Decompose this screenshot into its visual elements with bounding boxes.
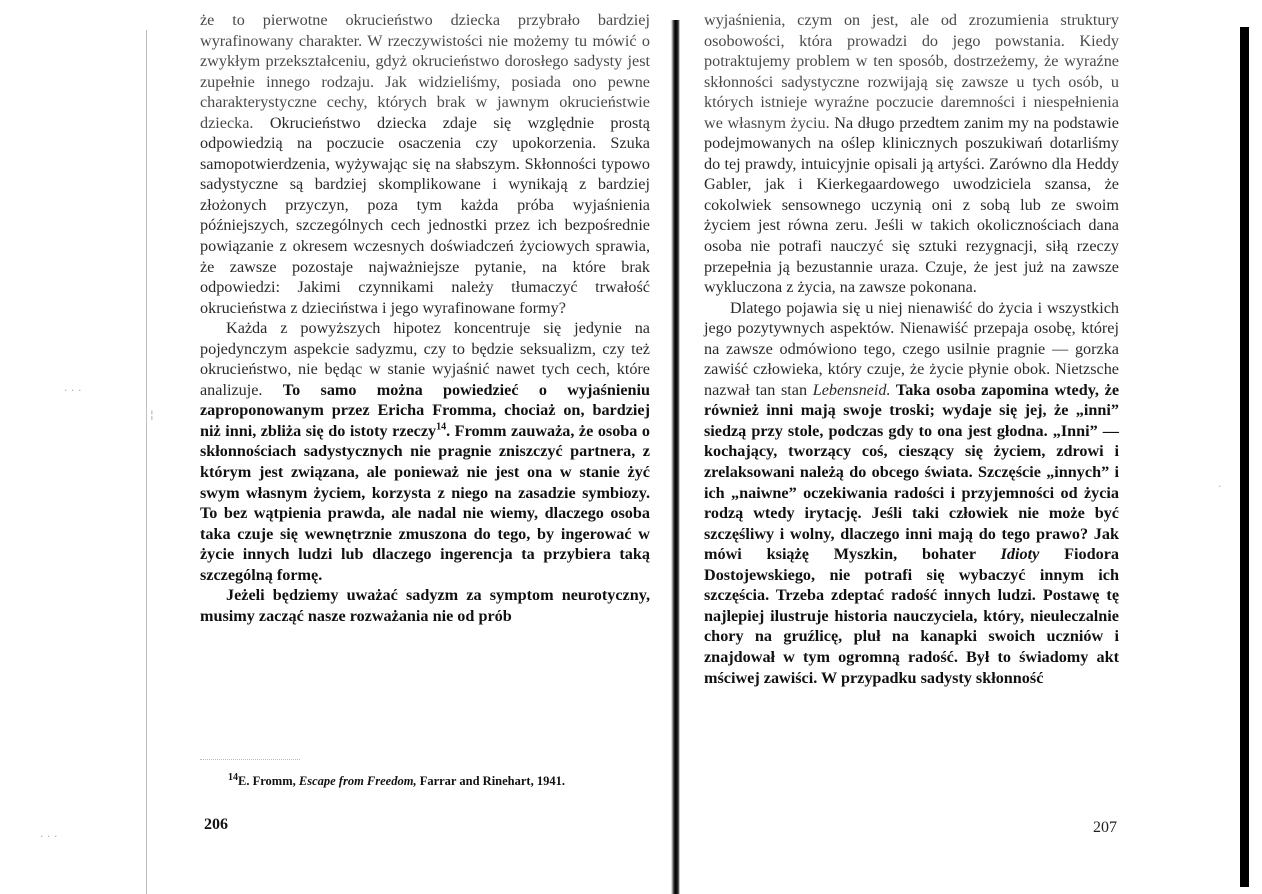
page-number-right: 207 bbox=[1093, 819, 1117, 836]
paragraph bbox=[704, 10, 1119, 298]
paragraph-text: Fiodora Dostojewskiego, nie potrafi się wybaczyć innym ich szczęścia. Trzeba zdeptać radość innych ludzi. Postawę tę najlepiej ilustruje historia nauczyciela, który, nieuleczalnie chory na gruźlicę, pluł na kanapki swoich uczniów i znajdował w tym ogromną radość. Był to świadomy akt mściwej zawiści. W przypadku sadysty skłonność bbox=[704, 545, 1119, 687]
scan-speck: ¦ bbox=[150, 408, 154, 421]
paragraph bbox=[704, 298, 1119, 688]
paragraph-text: Jak mówi książę Myszkin, bohater bbox=[704, 524, 1119, 564]
page-number-left: 206 bbox=[204, 816, 228, 833]
paragraph-text: Lebensneid. bbox=[812, 380, 891, 399]
paragraph-text: Na długo przedtem zanim my na podstawie podejmowanych na oślep klinicznych poszukiwań dotarliśmy do tej prawdy, intuicyjnie opisali ją artyści. Zarówno dla Heddy Gabler, jak i Kierkegaardowego uwodziciela szansa, że cokolwiek sensownego uczynią oni z sobą lub ze swoim życiem jest równa zeru. Jeśli w takich okolicznościach dana osoba nie potrafi nauczyć się sztuki rezygnacji, siłą rzeczy przepełnia ją bezustannie uraza. Czuje, że jest już na zawsze wykluczona z życia, na zawsze pokonana. bbox=[704, 113, 1119, 297]
scan-speck: · · · bbox=[64, 384, 82, 397]
right-page-edge bbox=[1240, 27, 1249, 887]
scan-speck: · · · bbox=[40, 830, 58, 843]
paragraph bbox=[200, 10, 650, 318]
paragraph-text: Idioty bbox=[1000, 545, 1040, 564]
left-page-edge bbox=[146, 30, 147, 894]
footnote bbox=[228, 771, 648, 789]
footnote-author: E. Fromm, bbox=[238, 774, 296, 788]
scan-speck: · bbox=[1218, 480, 1222, 493]
paragraph-text: Jak widzieliśmy, posiada ono pewne charakterystyczne cechy, których brak w jawnym okrucieństwie dziecka. bbox=[200, 72, 650, 132]
footnote-marker: 14 bbox=[228, 771, 238, 783]
footnote-publisher: Farrar and Rinehart, 1941. bbox=[419, 774, 565, 788]
footnote-rule bbox=[200, 759, 300, 760]
footnote-reference: 14 bbox=[436, 421, 447, 433]
paragraph-text: To samo można powiedzieć o wyjaśnieniu zaproponowanym przez Ericha Fromma, chociaż on, bardziej niż inni, zbliża się do istoty rzeczy bbox=[200, 380, 651, 440]
book-spine bbox=[671, 20, 680, 894]
paragraph bbox=[200, 585, 650, 626]
footnote-title: Escape from Freedom, bbox=[298, 774, 417, 788]
paragraph bbox=[200, 318, 650, 585]
right-page-text bbox=[704, 10, 1119, 688]
paragraph-text: że to pierwotne okrucieństwo dziecka przybrało bardziej wyrafinowany charakter. W rzeczywistości nie możemy tu mówić o zwykłym przekształceniu, gdyż okrucieństwo dorosłego sadysty jest zupełnie innego rodzaju. bbox=[200, 11, 650, 91]
paragraph-text: wyjaśnienia, czym on jest, ale od zrozumienia struktury osobowości, która prowadzi do jego powstania. Kiedy potraktujemy problem w ten sposób, dostrzeżemy, że wyraźne skłonności sadystyczne rozwijają się zawsze u tych osób, u których istnieje wyraźne poczucie daremności i niespełnienia we własnym życiu. bbox=[704, 11, 1119, 132]
paragraph-text: Okrucieństwo dziecka zdaje się względnie prostą odpowiedzią na poczucie osaczenia czy upokorzenia. Szuka samopotwierdzenia, wyżywając się na słabszym. Skłonności typowo sadystyczne są bardziej skomplikowane i wynikają z bardziej złożonych przyczyn, poza tym każda próba wyjaśnienia późniejszych, szczególnych cech jednostki przez ich bezpośrednie powiązanie z okresem wczesnych doświadczeń życiowych sprawia, że zawsze pozostaje najważniejsze pytanie, na które brak odpowiedzi: Jakimi czynnikami należy tłumaczyć trwałość okrucieństwa z dzieciństwa i jego wyrafinowane formy? bbox=[200, 113, 650, 317]
paragraph-text: Jeżeli będziemy uważać sadyzm za symptom neurotyczny, musimy zacząć nasze rozważania nie od prób bbox=[200, 586, 650, 625]
paragraph-text: Dlatego pojawia się u niej nienawiść do życia i wszystkich jego pozytywnych aspektów. Nienawiść przepaja osobę, której na zawsze odmówiono tego, czego usilnie pragnie — gorzka zawiść człowieka, który czuje, że życie płynie obok. Nietzsche nazwał tan stan bbox=[704, 298, 1119, 399]
left-page-text bbox=[200, 10, 650, 626]
paragraph-text: . Fromm zauważa, że osoba o skłonnościach sadystycznych nie pragnie zniszczyć partnera, z którym jest związana, ale ponieważ nie jest ona w stanie żyć swym własnym życiem, korzysta z niego na zasadzie symbiozy. To bez wątpienia prawda, ale nadal nie wiemy, dlaczego osoba taka czuje się wewnętrznie zmuszona do tego, by ingerować w życie innych ludzi lub dlaczego ingerencja ta przybiera taką szczególną formę. bbox=[200, 421, 651, 584]
paragraph-text: Każda z powyższych hipotez koncentruje się jedynie na pojedynczym aspekcie sadyzmu, czy to będzie seksualizm, czy też okrucieństwo, nie będąc w stanie wyjaśnić nawet tych cech, które analizuje. bbox=[200, 319, 650, 399]
paragraph-text: Taka osoba zapomina wtedy, że również inni mają swoje troski; wydaje się jej, że „inni” siedzą przy stole, podczas gdy to ona jest głodna. „Inni” — kochający, tworzący coś, cieszący się życiem, zdrowi i zrelaksowani należą do obcego świata. Szczęście „innych” i ich „naiwne” oczekiwania radości i przyjemności od życia rodzą wtedy irytację. Jeśli taki człowiek nie może być szczęśliwy i wolny, dlaczego inni mają do tego prawo? bbox=[704, 380, 1119, 543]
